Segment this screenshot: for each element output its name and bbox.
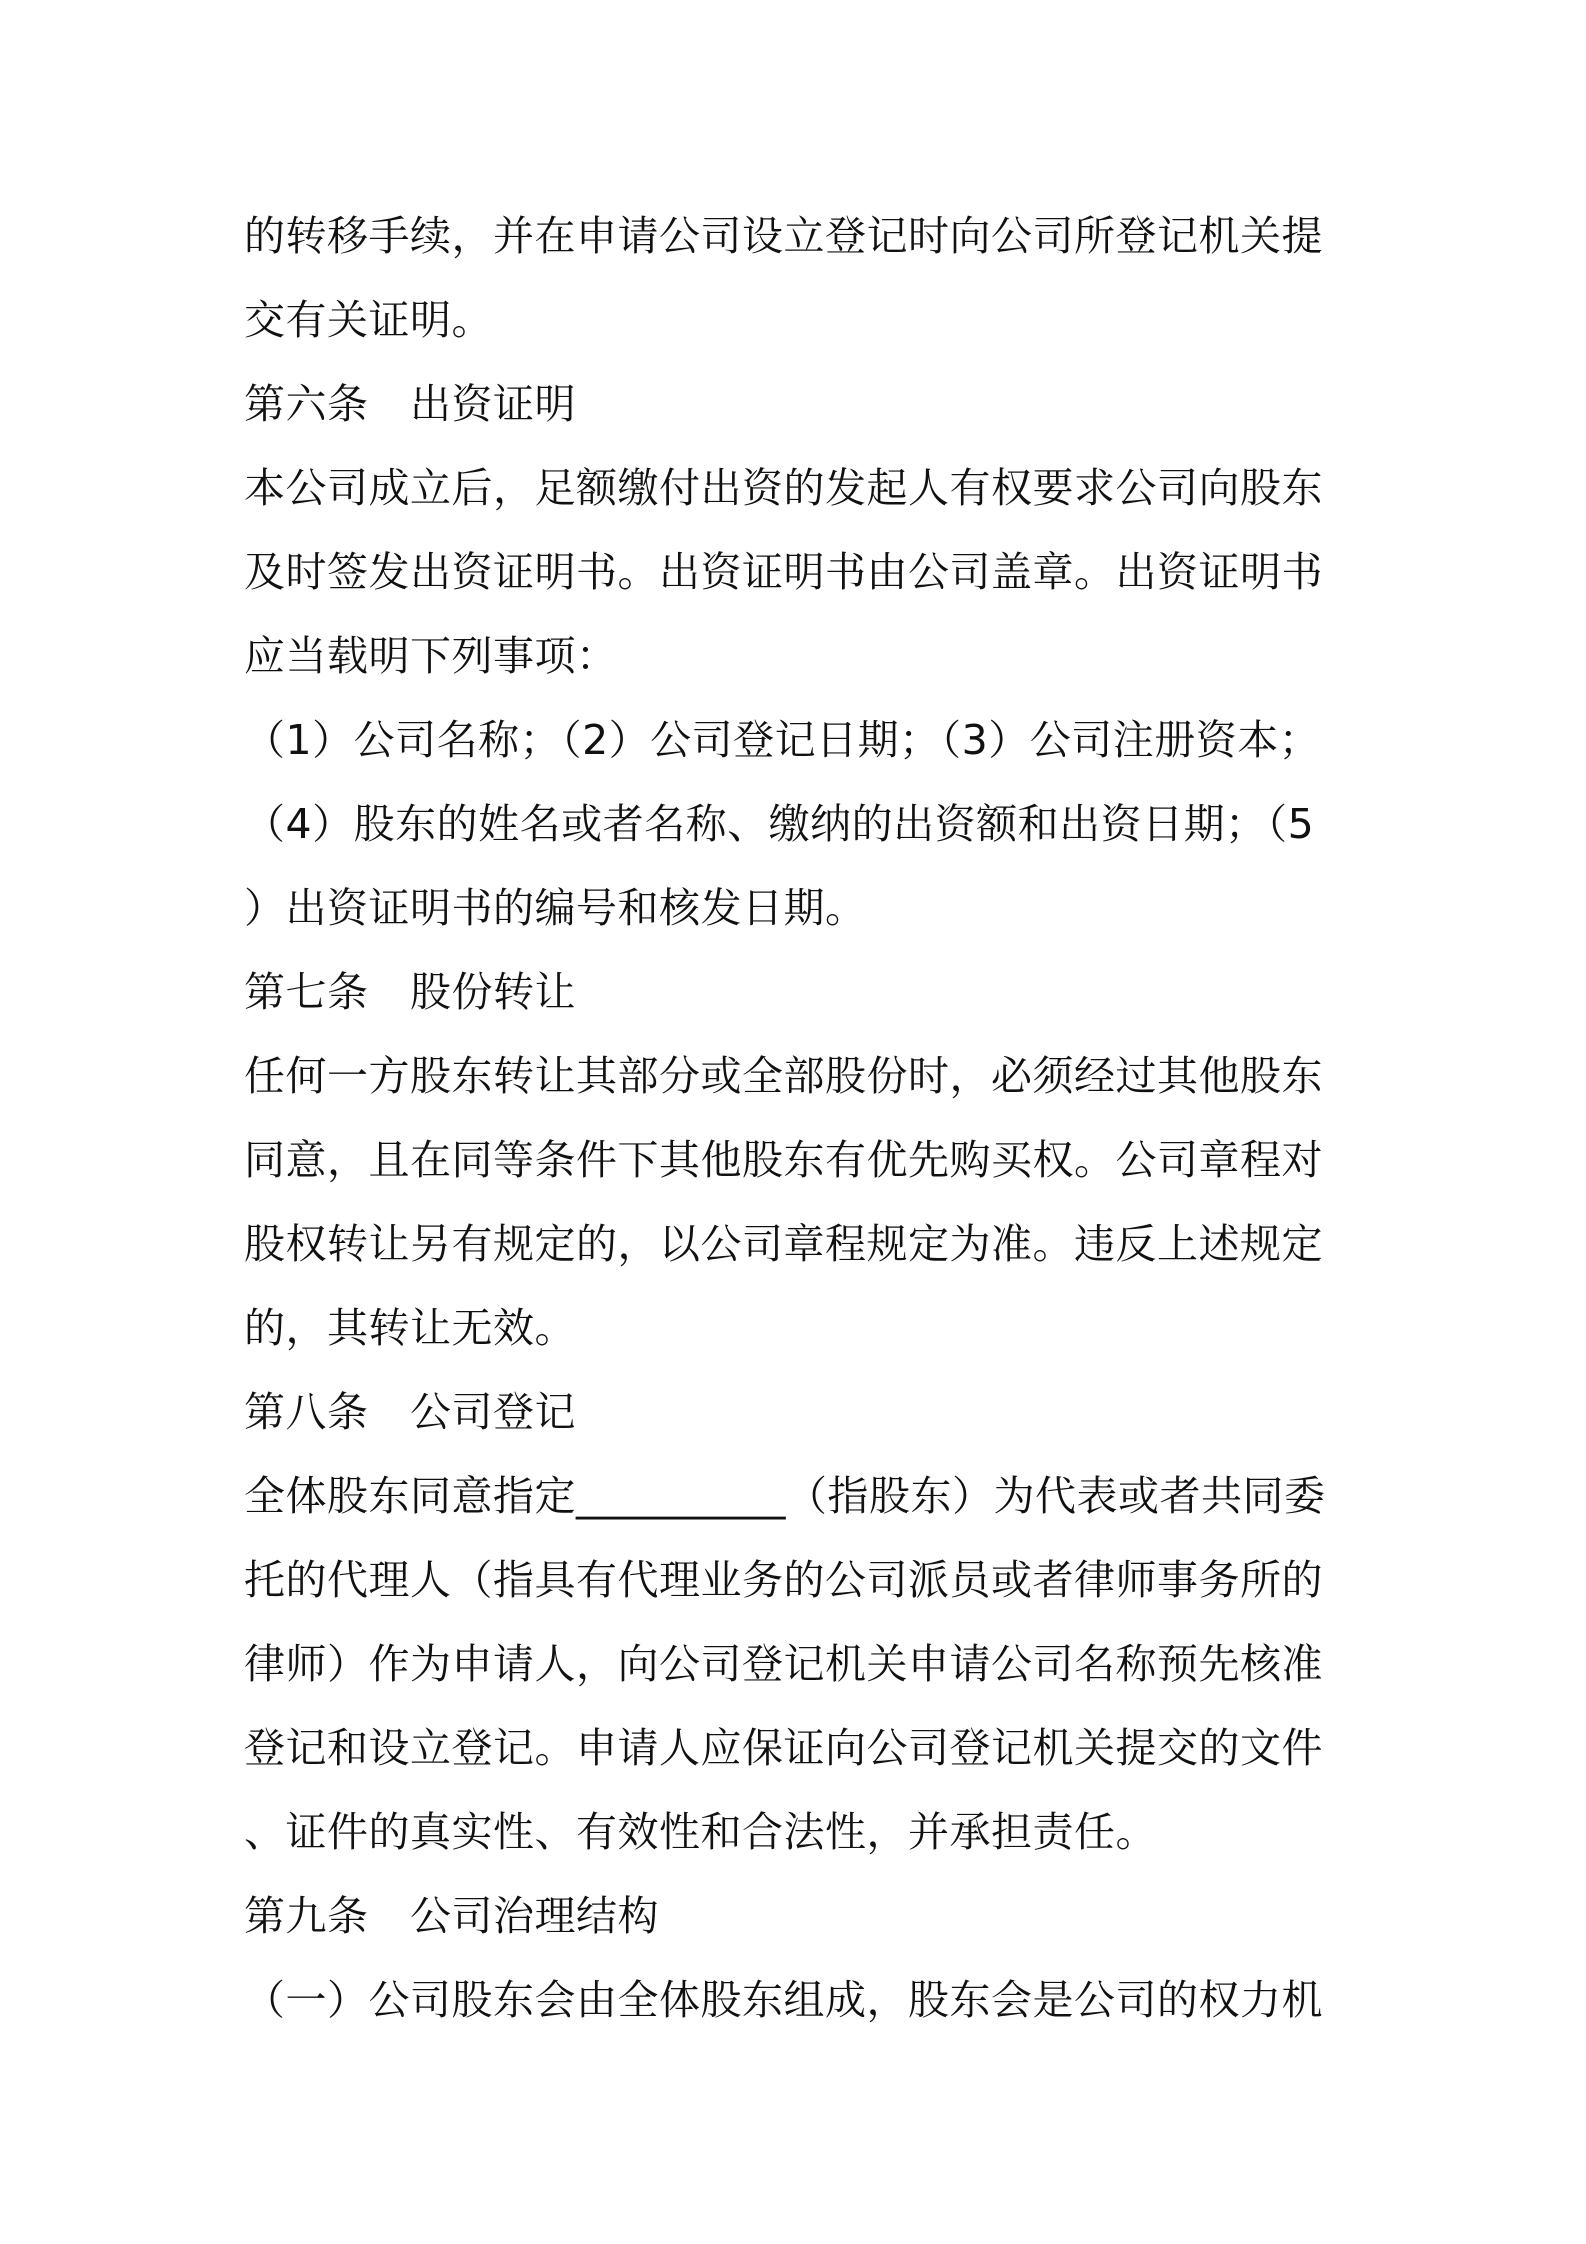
body-text-line: 股权转让另有规定的，以公司章程规定为准。违反上述规定 xyxy=(244,1220,1323,1268)
body-text-line: 同意，且在同等条件下其他股东有优先购买权。公司章程对 xyxy=(244,1136,1323,1184)
body-text-line: 本公司成立后，足额缴付出资的发起人有权要求公司向股东 xyxy=(244,464,1323,512)
body-text-line: 登记和设立登记。申请人应保证向公司登记机关提交的文件 xyxy=(244,1724,1323,1772)
body-text-line: 交有关证明。 xyxy=(244,296,493,344)
body-text-line: （4）股东的姓名或者名称、缴纳的出资额和出资日期；（5 xyxy=(244,800,1315,848)
article-heading: 第七条 股份转让 xyxy=(244,968,576,1016)
body-text-line: 任何一方股东转让其部分或全部股份时，必须经过其他股东 xyxy=(244,1052,1323,1100)
body-text-line: 的，其转让无效。 xyxy=(244,1304,576,1352)
body-text-line: 托的代理人（指具有代理业务的公司派员或者律师事务所的 xyxy=(244,1556,1323,1604)
body-text-line: （1）公司名称；（2）公司登记日期；（3）公司注册资本； xyxy=(244,716,1321,764)
body-text-line: 及时签发出资证明书。出资证明书由公司盖章。出资证明书 xyxy=(244,548,1323,596)
body-text-line: 律师）作为申请人，向公司登记机关申请公司名称预先核准 xyxy=(244,1640,1323,1688)
body-text-line: 全体股东同意指定__________（指股东）为代表或者共同委 xyxy=(244,1472,1326,1520)
body-text-line: （一）公司股东会由全体股东组成，股东会是公司的权力机 xyxy=(244,1976,1323,2024)
body-text-line: 的转移手续，并在申请公司设立登记时向公司所登记机关提 xyxy=(244,212,1323,260)
body-text-line: ）出资证明书的编号和核发日期。 xyxy=(244,884,867,932)
document-body xyxy=(244,194,1354,2042)
article-heading: 第九条 公司治理结构 xyxy=(244,1892,659,1940)
body-text-line: 、证件的真实性、有效性和合法性，并承担责任。 xyxy=(244,1808,1157,1856)
body-text-line: 应当载明下列事项： xyxy=(244,632,618,680)
article-heading: 第六条 出资证明 xyxy=(244,380,576,428)
article-heading: 第八条 公司登记 xyxy=(244,1388,576,1436)
